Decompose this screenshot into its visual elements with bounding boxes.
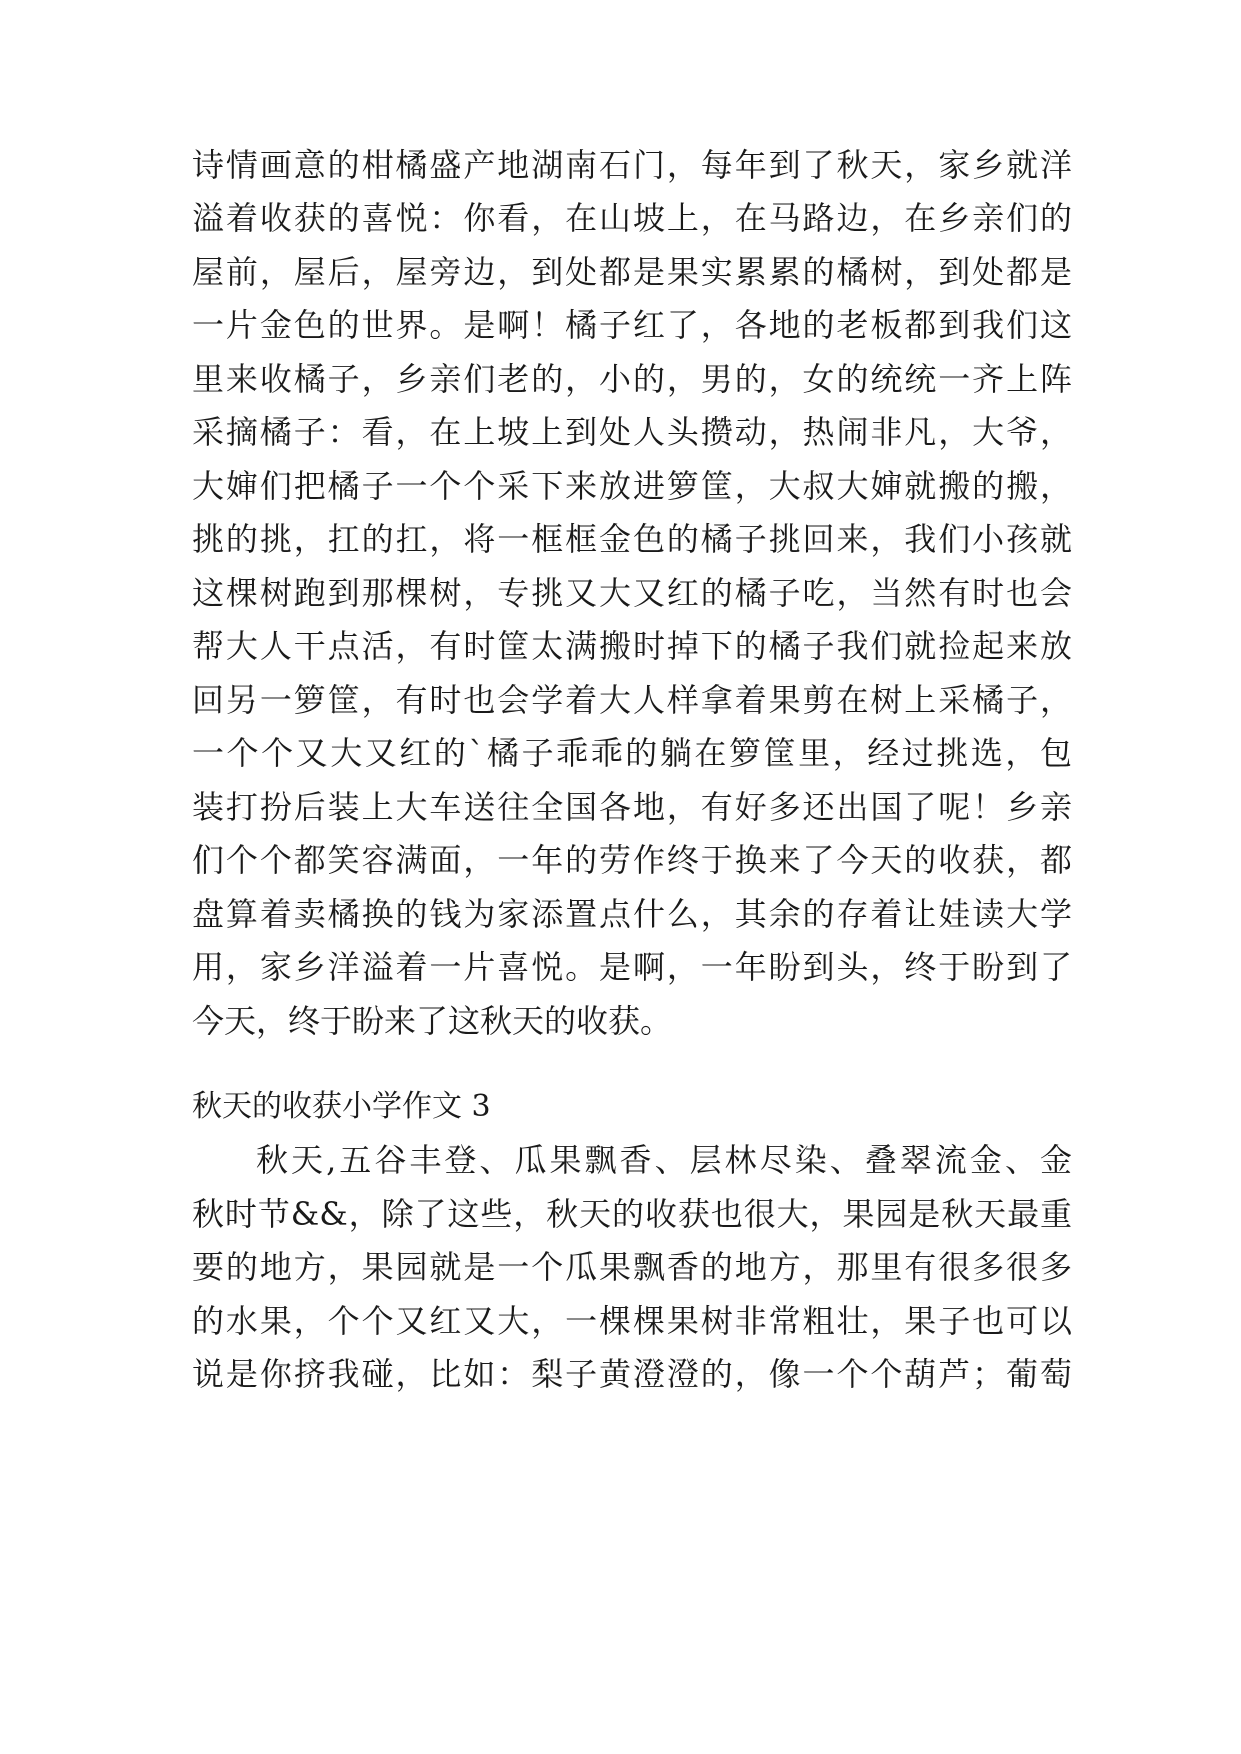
paragraph-line: 溢着收获的喜悦：你看，在山坡上，在马路边，在乡亲们的 xyxy=(192,199,1072,237)
paragraph-line: 帮大人干点活，有时筐太满搬时掉下的橘子我们就捡起来放 xyxy=(192,627,1072,665)
paragraph-line: 今天，终于盼来了这秋天的收获。 xyxy=(192,1002,673,1040)
paragraph-line: 装打扮后装上大车送往全国各地，有好多还出国了呢！乡亲 xyxy=(192,788,1072,826)
paragraph-line: 回另一箩筐，有时也会学着大人样拿着果剪在树上采橘子， xyxy=(192,681,1072,719)
paragraph-line: 一片金色的世界。是啊！橘子红了，各地的老板都到我们这 xyxy=(192,306,1072,344)
paragraph-line: 秋天,五谷丰登、瓜果飘香、层林尽染、叠翠流金、金 xyxy=(256,1141,1072,1179)
paragraph-line: 这棵树跑到那棵树，专挑又大又红的橘子吃，当然有时也会 xyxy=(192,574,1072,612)
section-heading: 秋天的收获小学作文 3 xyxy=(192,1089,491,1124)
paragraph-line: 盘算着卖橘换的钱为家添置点什么，其余的存着让娃读大学 xyxy=(192,895,1072,933)
paragraph-line: 大婶们把橘子一个个采下来放进箩筐，大叔大婶就搬的搬， xyxy=(192,467,1072,505)
paragraph-line: 里来收橘子，乡亲们老的，小的，男的，女的统统一齐上阵 xyxy=(192,360,1072,398)
paragraph-line: 挑的挑，扛的扛，将一框框金色的橘子挑回来，我们小孩就 xyxy=(192,520,1072,558)
paragraph-line: 屋前，屋后，屋旁边，到处都是果实累累的橘树，到处都是 xyxy=(192,253,1072,291)
paragraph-line: 用，家乡洋溢着一片喜悦。是啊，一年盼到头，终于盼到了 xyxy=(192,948,1072,986)
paragraph-line: 秋时节&&，除了这些，秋天的收获也很大，果园是秋天最重 xyxy=(192,1195,1072,1233)
paragraph-line: 们个个都笑容满面，一年的劳作终于换来了今天的收获，都 xyxy=(192,841,1072,879)
paragraph-line: 要的地方，果园就是一个瓜果飘香的地方，那里有很多很多 xyxy=(192,1248,1072,1286)
paragraph-line: 诗情画意的柑橘盛产地湖南石门，每年到了秋天，家乡就洋 xyxy=(192,146,1072,184)
paragraph-line: 的水果，个个又红又大，一棵棵果树非常粗壮，果子也可以 xyxy=(192,1302,1072,1340)
paragraph-line: 说是你挤我碰，比如：梨子黄澄澄的，像一个个葫芦；葡萄 xyxy=(192,1355,1072,1393)
paragraph-line: 一个个又大又红的`橘子乖乖的躺在箩筐里，经过挑选，包 xyxy=(192,734,1072,772)
paragraph-line: 采摘橘子：看，在上坡上到处人头攒动，热闹非凡，大爷， xyxy=(192,413,1072,451)
